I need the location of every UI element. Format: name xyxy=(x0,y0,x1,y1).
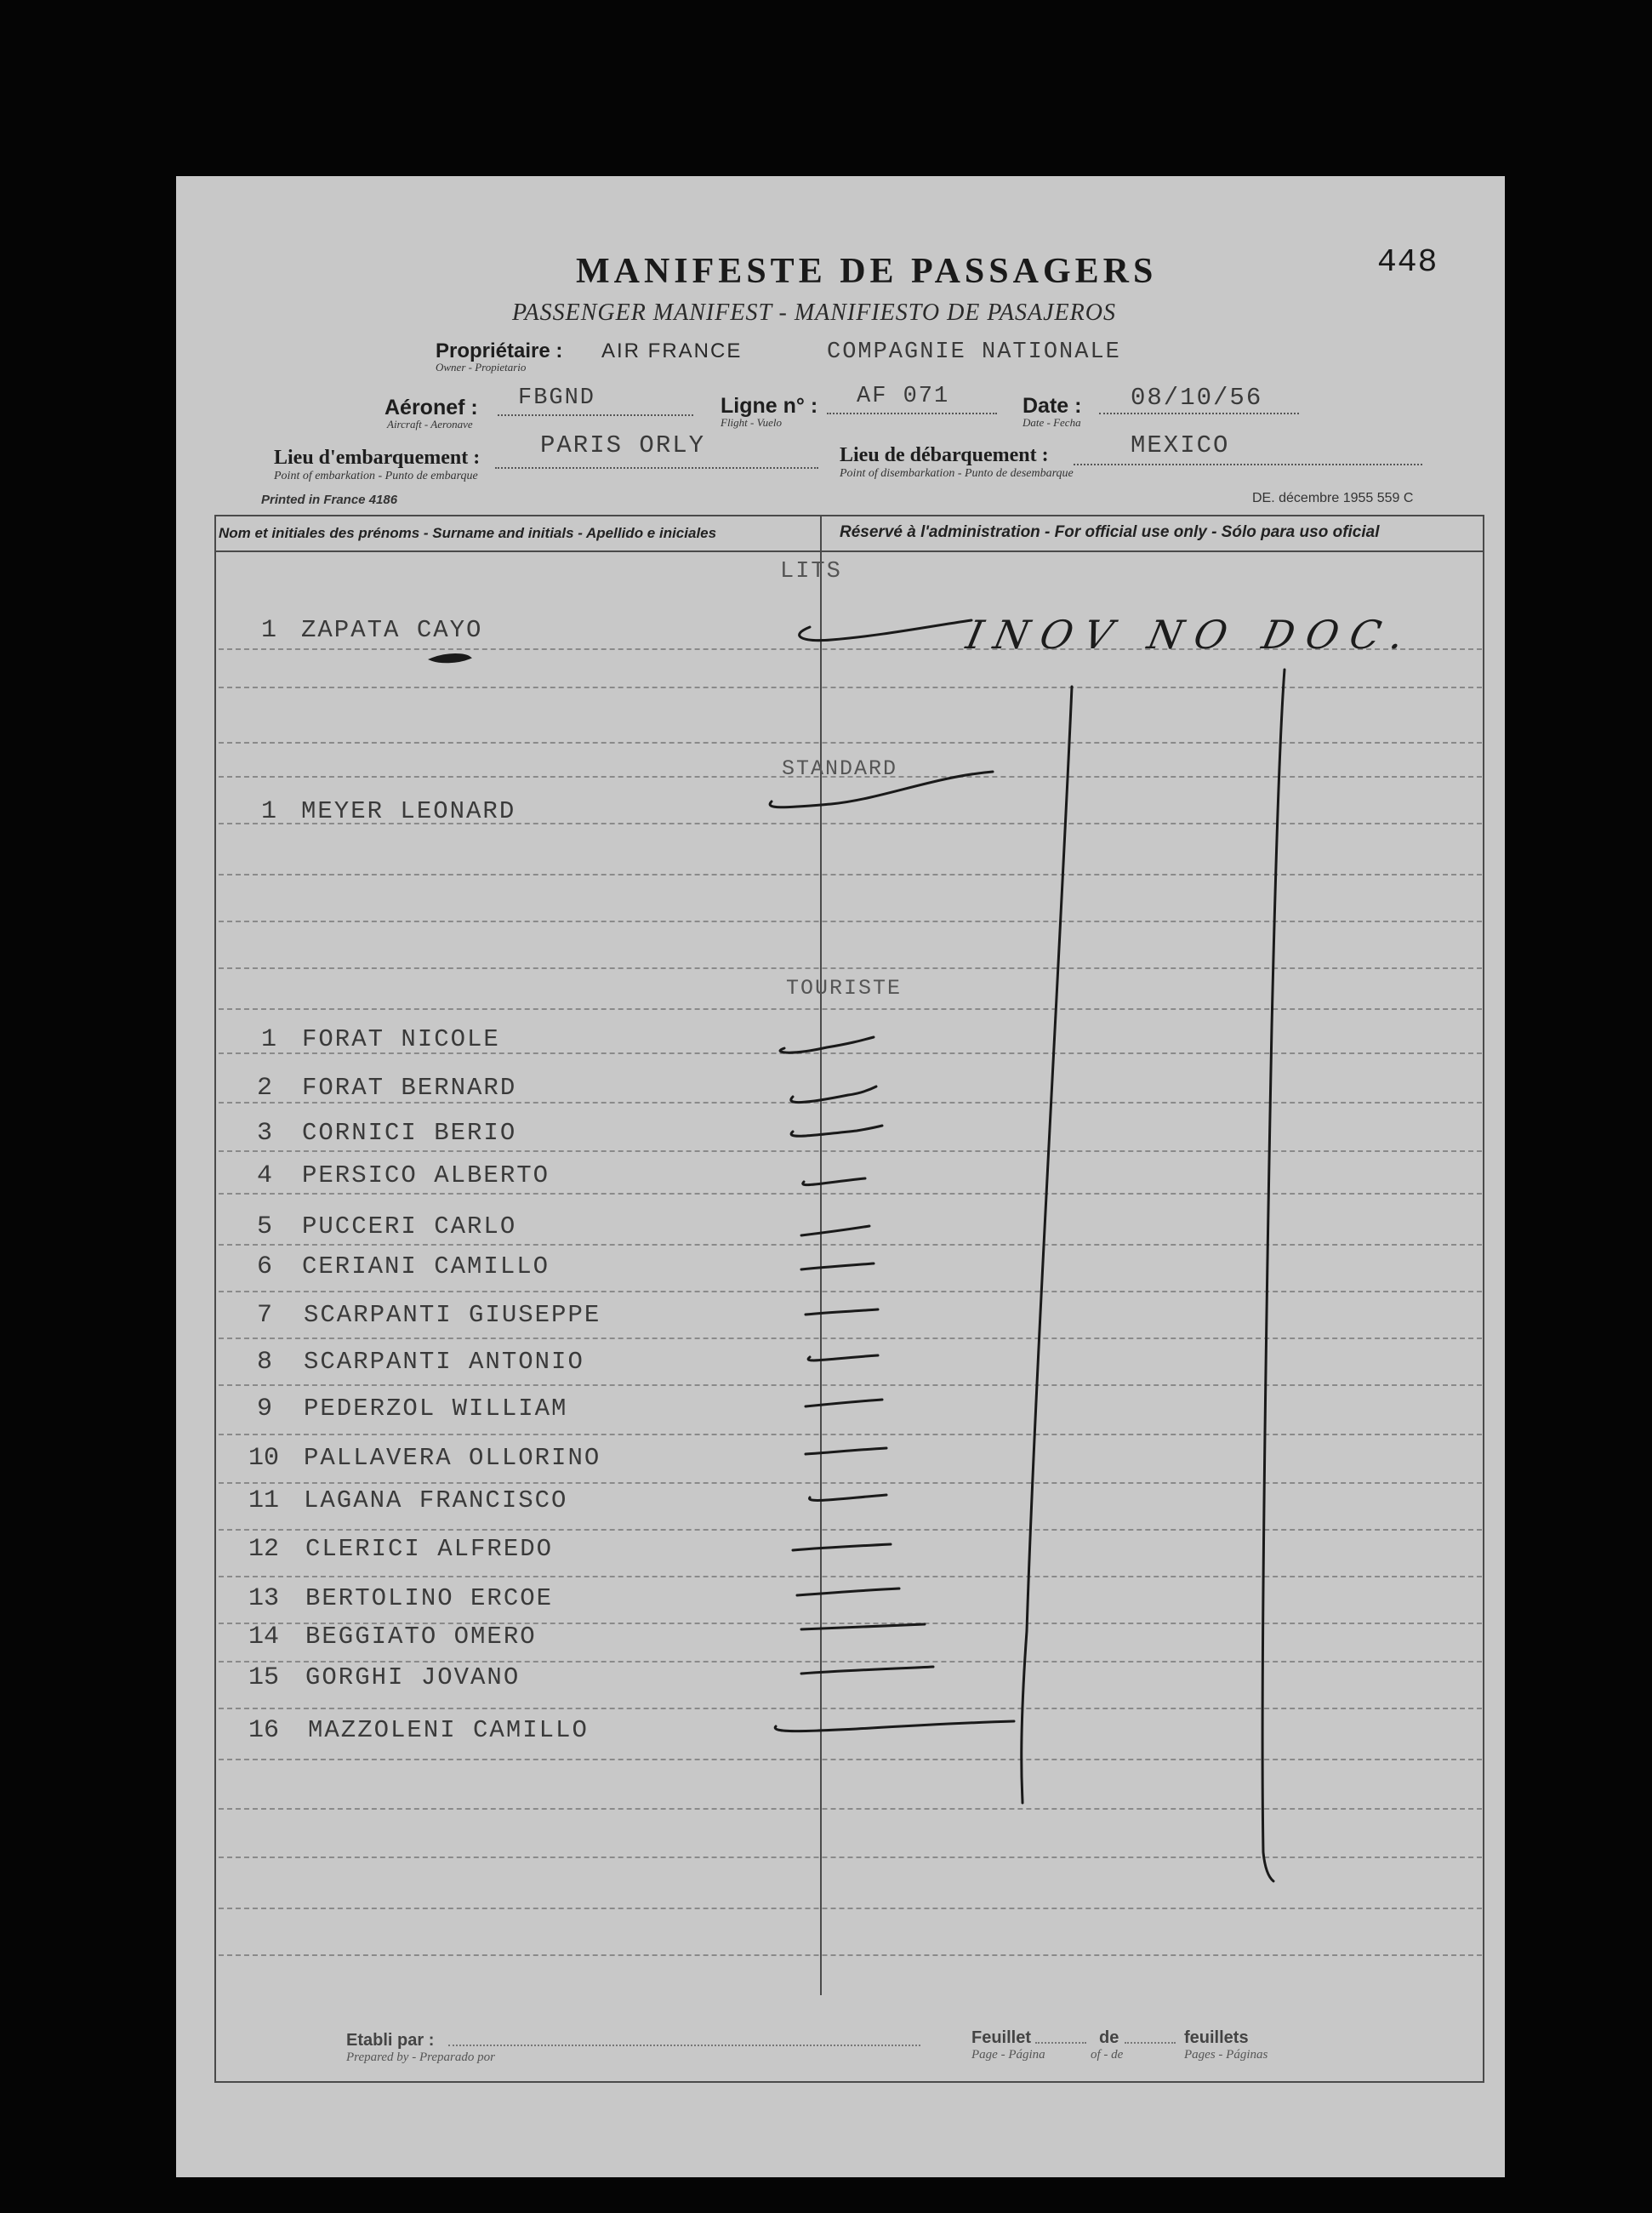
passenger-name: ZAPATA CAYO xyxy=(301,616,483,644)
date-sublabel: Date - Fecha xyxy=(1023,416,1081,429)
flight-sublabel: Flight - Vuelo xyxy=(721,416,782,429)
embark-value: PARIS ORLY xyxy=(540,431,706,459)
passenger-number: 1 xyxy=(261,616,277,645)
passenger-number: 2 xyxy=(257,1074,273,1103)
sheets-label: feuillets xyxy=(1184,2028,1249,2047)
owner-label: Propriétaire : xyxy=(436,339,563,362)
form-title: MANIFESTE DE PASSAGERS xyxy=(576,252,1158,291)
passenger-number: 5 xyxy=(257,1212,273,1241)
check-mark xyxy=(775,1721,1014,1731)
handwriting-layer xyxy=(176,176,1505,2177)
section-label-touriste: TOURISTE xyxy=(786,976,903,1001)
passenger-name: PUCCERI CARLO xyxy=(302,1212,517,1241)
printed-in: Printed in France 4186 xyxy=(261,493,398,507)
aircraft-value: FBGND xyxy=(518,385,596,411)
pen-mark xyxy=(431,655,470,662)
check-mark xyxy=(806,1400,882,1406)
check-mark xyxy=(791,1126,882,1136)
column-header-names: Nom et initiales des prénoms - Surname and initials - Apellido e iniciales xyxy=(219,525,717,541)
passenger-number: 4 xyxy=(257,1161,273,1190)
passenger-name: MEYER LEONARD xyxy=(301,797,516,825)
check-mark xyxy=(797,1588,899,1595)
passenger-number: 13 xyxy=(248,1584,280,1613)
of-label: de xyxy=(1099,2028,1119,2047)
flight-label: Ligne n° : xyxy=(721,394,818,418)
check-mark xyxy=(780,1037,874,1052)
check-mark xyxy=(800,620,971,641)
passenger-name: SCARPANTI GIUSEPPE xyxy=(304,1301,601,1329)
passenger-number: 10 xyxy=(248,1444,280,1473)
bracket-line xyxy=(1022,687,1072,1803)
passenger-number: 9 xyxy=(257,1395,273,1423)
passenger-name: BEGGIATO OMERO xyxy=(305,1623,537,1651)
sheet-label: Feuillet xyxy=(971,2028,1032,2047)
column-header-admin: Réservé à l'administration - For official use only - Sólo para uso oficial xyxy=(840,523,1380,541)
check-mark xyxy=(801,1263,874,1269)
passenger-number: 11 xyxy=(248,1486,280,1515)
prepared-by-sublabel: Prepared by - Preparado por xyxy=(346,2050,495,2064)
form-subtitle: PASSENGER MANIFEST - MANIFIESTO DE PASAJEROS xyxy=(512,299,1116,326)
check-mark xyxy=(801,1624,925,1629)
form-code: DE. décembre 1955 559 C xyxy=(1252,491,1414,505)
section-label-standard: STANDARD xyxy=(782,756,898,781)
date-value: 08/10/56 xyxy=(1131,384,1263,412)
aircraft-sublabel: Aircraft - Aeronave xyxy=(387,418,473,431)
owner-value: AIR FRANCE xyxy=(601,339,743,362)
manifest-sheet xyxy=(176,176,1505,2177)
passenger-name: CLERICI ALFREDO xyxy=(305,1535,554,1563)
aircraft-label: Aéronef : xyxy=(385,396,478,419)
passenger-number: 14 xyxy=(248,1623,280,1651)
check-mark xyxy=(803,1178,865,1185)
passenger-name: PERSICO ALBERTO xyxy=(302,1161,550,1189)
check-mark xyxy=(808,1355,878,1360)
passenger-name: FORAT BERNARD xyxy=(302,1074,517,1102)
embark-sublabel: Point of embarkation - Punto de embarque xyxy=(274,470,478,482)
check-mark xyxy=(801,1226,869,1235)
section-label-lits: LITS xyxy=(780,559,842,585)
check-mark xyxy=(801,1667,933,1674)
passenger-number: 3 xyxy=(257,1119,273,1148)
passenger-name: CORNICI BERIO xyxy=(302,1119,517,1147)
disembark-label: Lieu de débarquement : xyxy=(840,444,1049,466)
owner-sublabel: Owner - Propietario xyxy=(436,361,527,374)
disembark-sublabel: Point of disembarkation - Punto de desembarque xyxy=(840,467,1074,480)
flight-value: AF 071 xyxy=(857,384,950,409)
check-mark xyxy=(793,1544,891,1550)
passenger-number: 6 xyxy=(257,1252,273,1281)
check-mark xyxy=(770,772,993,807)
bracket-line xyxy=(1262,670,1285,1881)
check-mark xyxy=(806,1309,878,1315)
prepared-by-label: Etabli par : xyxy=(346,2031,435,2050)
passenger-name: BERTOLINO ERCOE xyxy=(305,1584,554,1612)
passenger-number: 1 xyxy=(261,797,277,826)
passenger-number: 7 xyxy=(257,1301,273,1330)
passenger-number: 8 xyxy=(257,1348,273,1377)
passenger-name: LAGANA FRANCISCO xyxy=(304,1486,568,1514)
check-mark xyxy=(810,1495,886,1500)
passenger-number: 1 xyxy=(261,1025,277,1054)
passenger-name: PEDERZOL WILLIAM xyxy=(304,1395,568,1423)
embark-label: Lieu d'embarquement : xyxy=(274,447,481,469)
date-label: Date : xyxy=(1023,394,1082,418)
owner-extra: COMPAGNIE NATIONALE xyxy=(827,339,1121,365)
disembark-value: MEXICO xyxy=(1131,431,1230,459)
sheet-sublabel: Page - Página xyxy=(971,2048,1045,2062)
passenger-number: 12 xyxy=(248,1535,280,1564)
page-number: 448 xyxy=(1377,244,1438,281)
sheets-sublabel: Pages - Páginas xyxy=(1184,2048,1268,2062)
passenger-name: CERIANI CAMILLO xyxy=(302,1252,550,1280)
passenger-name: PALLAVERA OLLORINO xyxy=(304,1444,601,1472)
passenger-number: 16 xyxy=(248,1716,280,1745)
passenger-name: GORGHI JOVANO xyxy=(305,1663,521,1691)
check-mark xyxy=(806,1448,886,1454)
handwritten-note: INOV NO DOC. xyxy=(962,612,1421,658)
passenger-name: MAZZOLENI CAMILLO xyxy=(308,1716,589,1744)
passenger-number: 15 xyxy=(248,1663,280,1692)
passenger-name: SCARPANTI ANTONIO xyxy=(304,1348,584,1376)
check-mark xyxy=(791,1087,876,1103)
passenger-name: FORAT NICOLE xyxy=(302,1025,500,1053)
of-sublabel: of - de xyxy=(1091,2048,1124,2062)
